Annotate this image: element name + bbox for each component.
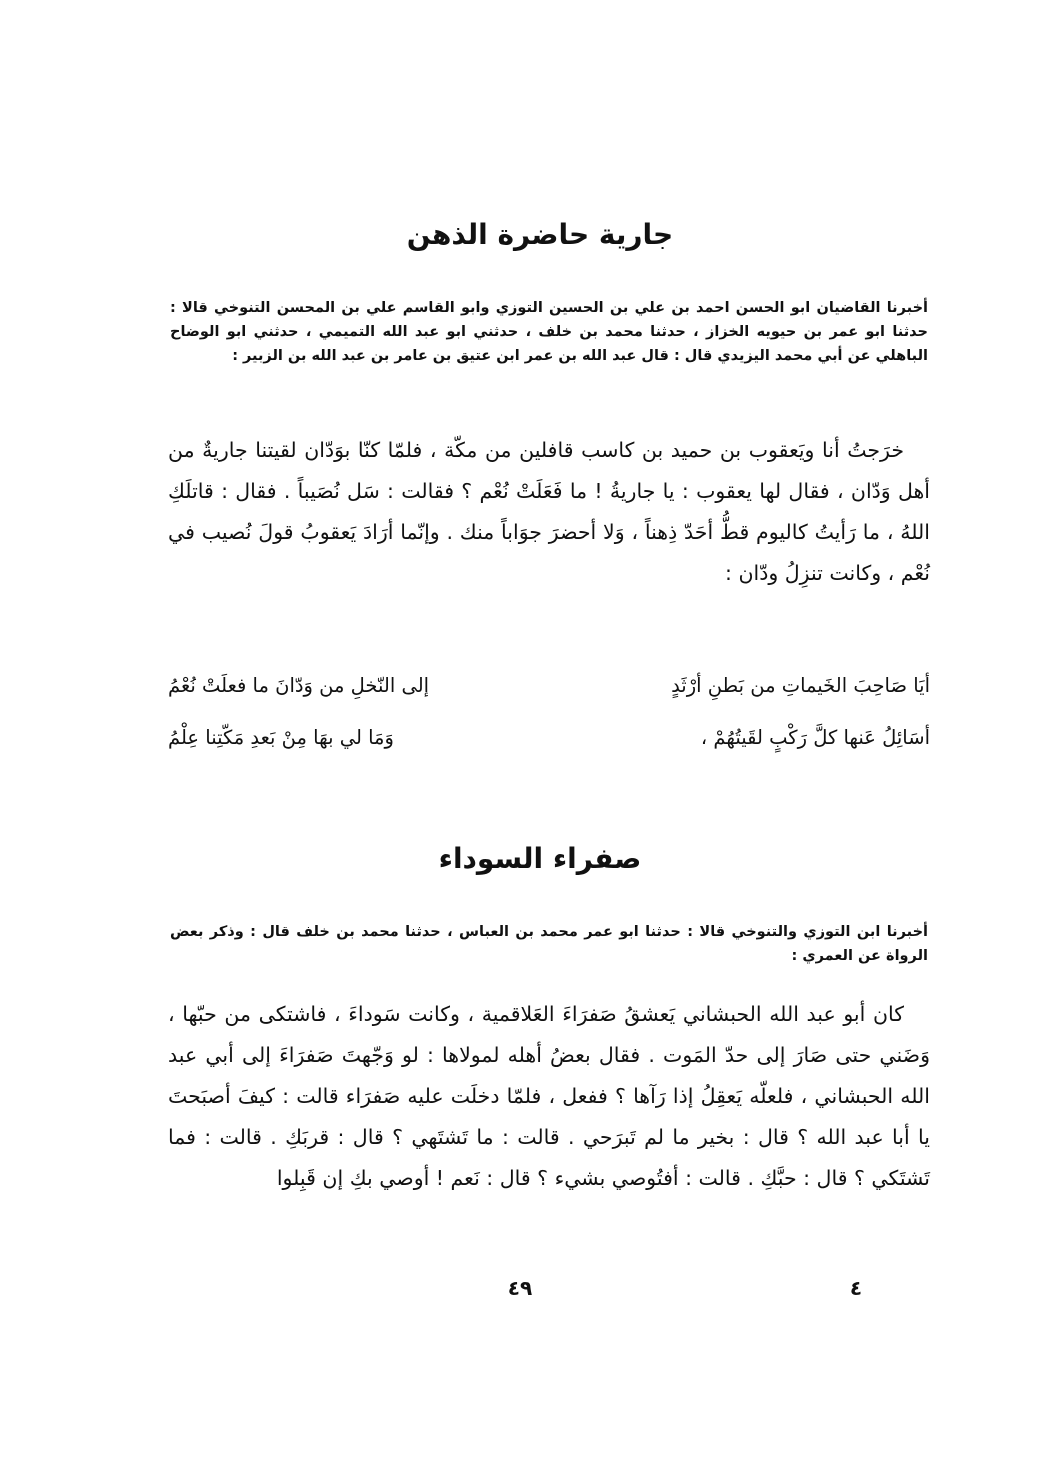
signature-mark: ٤ — [849, 1276, 863, 1300]
verse-first-hemistich: أسَائِلُ عَنها كلَّ رَكْبٍ لقَيتُهُمْ ، — [700, 726, 930, 749]
isnad-chain: أخبرنا ابن التوزي والتنوخي قالا : حدثنا ابو عمر محمد بن العباس ، حدثنا محمد بن خلف قال : وذكر بعض الرواة عن العمري : — [170, 924, 928, 964]
isnad-chain: أخبرنا القاضيان ابو الحسن احمد بن علي بن الحسين التوزي وابو القاسم علي بن المحسن التنوخي قالا : حدثنا ابو عمر بن حيويه الخزاز ، حدثنا محمد بن خلف ، حدثني ابو عبد الله التميمي ، حدثني ابو الوضاح الباهلي عن أبي محمد اليزيدي قال : قال عبد الله بن عمر ابن عتيق بن عامر بن عبد الله بن الزبير : — [170, 300, 928, 364]
verse-second-hemistich: وَمَا لي بهَا مِنْ بَعدِ مَكّتِنا عِلْمُ — [168, 726, 394, 749]
section-title: جارية حاضرة الذهن — [406, 218, 674, 251]
verse-first-hemistich: أيَا صَاحِبَ الخَيماتِ من بَطنِ أرْثَدٍ — [671, 674, 930, 697]
poem-verse — [168, 716, 930, 760]
section-title: صفراء السوداء — [438, 842, 642, 875]
page-number: ٤٩ — [507, 1276, 533, 1300]
verse-second-hemistich: إلى النّخلِ من وَدّانَ ما فعلَتْ نُعْمُ — [168, 674, 430, 697]
narrative-paragraph: خرَجتُ أنا ويَعقوب بن حميد بن كاسب قافلين من مكّة ، فلمّا كنّا بوَدّان لقيتنا جاريةٌ من أهل وَدّان ، فقال لها يعقوب : يا جاريةُ ! ما فَعَلَتْ نُعْم ؟ فقالت : سَل نُصَيباً . فقال : قاتلَكِ اللهُ ، ما رَأيتُ كاليوم قطُّ أحَدّ ذِهناً ، وَلا أحضرَ جوَاباً منك . وإنّما أرَادَ يَعقوبُ قولَ نُصيب في نُعْم ، وكانت تنزِلُ ودّان : — [168, 438, 930, 585]
narrative-paragraph: كان أبو عبد الله الحبشاني يَعشقُ صَفرَاءَ العَلاقمية ، وكانت سَوداءَ ، فاشتكى من حبّها ، وَضَني حتى صَارَ إلى حدّ المَوت . فقال بعضُ أهله لمولاها : لو وَجّهتَ صَفرَاءَ إلى أبي عبد الله الحبشاني ، فلعلّه يَعقِلُ إذا رَآها ؟ ففعل ، فلمّا دخلَت عليه صَفرَاء قالت : كيفَ أصبَحتَ يا أبا عبد الله ؟ قال : بخير ما لم تَبرَحي . قالت : ما تَشتَهي ؟ قال : قربَكِ . قالت : فما تَشتَكي ؟ قال : حبَّكِ . قالت : أفتُوصي بشيء ؟ قال : نَعم ! أوصي بكِ إن قَبِلوا — [168, 1002, 930, 1190]
poem-verse — [168, 664, 930, 708]
